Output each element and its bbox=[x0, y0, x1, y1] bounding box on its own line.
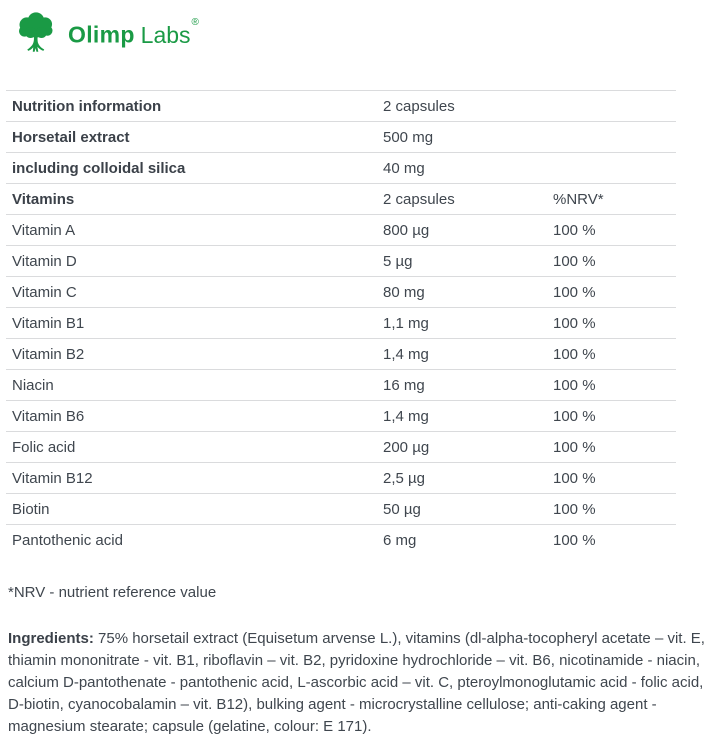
brand-name-light: Labs bbox=[140, 21, 191, 48]
row-label: Folic acid bbox=[12, 438, 76, 456]
row-nrv: 100 % bbox=[553, 469, 596, 487]
table-row bbox=[6, 524, 676, 555]
row-label: Vitamin B12 bbox=[12, 469, 93, 487]
row-nrv: %NRV* bbox=[553, 190, 604, 208]
registered-mark: ® bbox=[191, 17, 199, 28]
row-nrv: 100 % bbox=[553, 376, 596, 394]
row-value: 500 mg bbox=[383, 128, 434, 146]
row-value: 6 mg bbox=[383, 531, 417, 549]
row-label: Vitamin B6 bbox=[12, 407, 85, 425]
row-value: 16 mg bbox=[383, 376, 425, 394]
row-nrv: 100 % bbox=[553, 500, 596, 518]
brand-logo bbox=[0, 0, 726, 57]
row-nrv: 100 % bbox=[553, 252, 596, 270]
table-row bbox=[6, 152, 676, 183]
row-label: Biotin bbox=[12, 500, 50, 518]
row-value: 800 µg bbox=[383, 221, 430, 239]
row-label: Horsetail extract bbox=[12, 128, 130, 146]
table-row bbox=[6, 462, 676, 493]
table-row bbox=[6, 307, 676, 338]
table-row bbox=[6, 338, 676, 369]
ingredients-label: Ingredients: bbox=[8, 630, 94, 647]
brand-name-bold: Olimp bbox=[68, 21, 135, 48]
table-row bbox=[6, 90, 676, 121]
row-value: 1,4 mg bbox=[383, 345, 429, 363]
row-label: Pantothenic acid bbox=[12, 531, 123, 549]
row-label: Vitamin C bbox=[12, 283, 77, 301]
row-label: including colloidal silica bbox=[12, 159, 186, 177]
table-row bbox=[6, 431, 676, 462]
row-value: 1,1 mg bbox=[383, 314, 429, 332]
table-row bbox=[6, 214, 676, 245]
brand-name bbox=[68, 17, 199, 48]
row-nrv: 100 % bbox=[553, 283, 596, 301]
row-value: 5 µg bbox=[383, 252, 413, 270]
row-nrv: 100 % bbox=[553, 407, 596, 425]
table-row bbox=[6, 245, 676, 276]
row-nrv: 100 % bbox=[553, 221, 596, 239]
row-nrv: 100 % bbox=[553, 438, 596, 456]
table-row bbox=[6, 369, 676, 400]
row-label: Vitamin B1 bbox=[12, 314, 85, 332]
row-nrv: 100 % bbox=[553, 531, 596, 549]
row-nrv: 100 % bbox=[553, 345, 596, 363]
tree-logo-icon bbox=[13, 11, 59, 55]
row-value: 2 capsules bbox=[383, 97, 455, 115]
row-label: Vitamin B2 bbox=[12, 345, 85, 363]
ingredients-paragraph bbox=[8, 628, 708, 738]
row-value: 2,5 µg bbox=[383, 469, 426, 487]
row-value: 40 mg bbox=[383, 159, 425, 177]
nrv-footnote: *NRV - nutrient reference value bbox=[8, 584, 217, 601]
table-row bbox=[6, 183, 676, 214]
row-label: Vitamins bbox=[12, 190, 75, 208]
row-value: 2 capsules bbox=[383, 190, 455, 208]
ingredients-text: 75% horsetail extract (Equisetum arvense L.), vitamins (dl-alpha-tocopheryl acetate – vit. E, thiamin mononitrate - vit. B1, riboflavin – vit. B2, pyridoxine hydrochloride – vit. B6, nicotinamide - niacin, calcium D-pantothenate - pantothenic acid, L-ascorbic acid – vit. C, pteroylmonoglutamic acid - folic acid, D-biotin, cyanocobalamin – vit. B12), bulking agent - microcrystalline cellulose; anti-caking agent - magnesium stearate; capsule (gelatine, colour: E 171). bbox=[8, 630, 705, 735]
table-row bbox=[6, 276, 676, 307]
nutrition-table bbox=[6, 90, 676, 555]
row-label: Vitamin A bbox=[12, 221, 76, 239]
row-value: 50 µg bbox=[383, 500, 421, 518]
row-label: Niacin bbox=[12, 376, 54, 394]
row-value: 200 µg bbox=[383, 438, 430, 456]
row-value: 1,4 mg bbox=[383, 407, 429, 425]
table-row bbox=[6, 493, 676, 524]
row-value: 80 mg bbox=[383, 283, 425, 301]
row-nrv: 100 % bbox=[553, 314, 596, 332]
table-row bbox=[6, 121, 676, 152]
row-label: Vitamin D bbox=[12, 252, 77, 270]
table-row bbox=[6, 400, 676, 431]
row-label: Nutrition information bbox=[12, 97, 162, 115]
